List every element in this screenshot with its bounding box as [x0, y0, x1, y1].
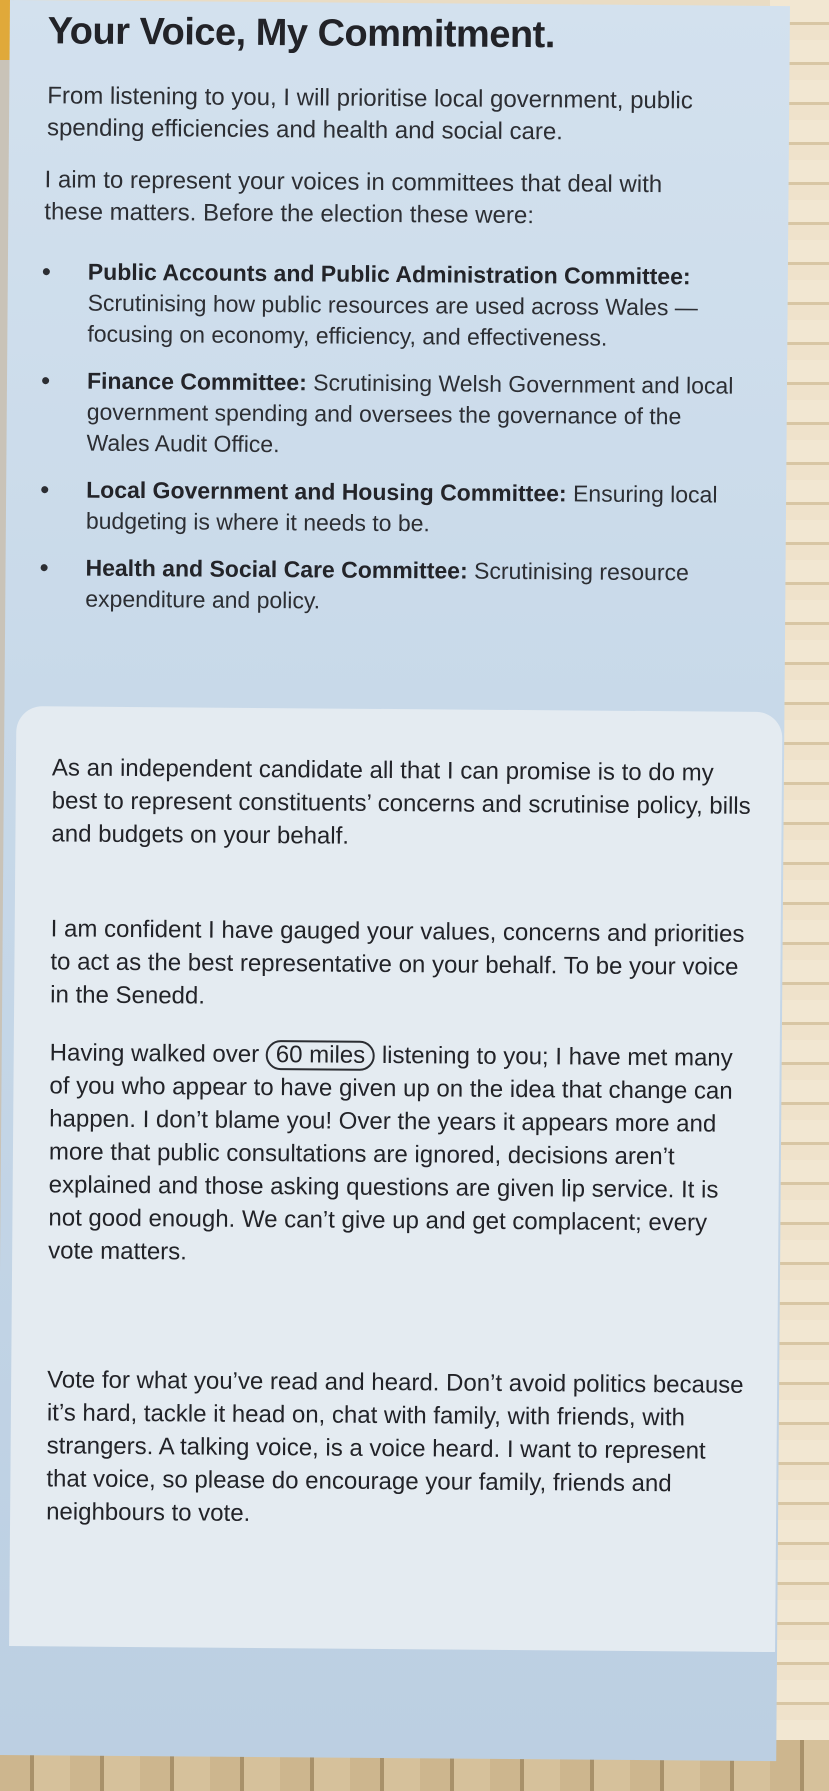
committee-name: Finance Committee:	[86, 367, 307, 396]
committee-name: Health and Social Care Committee:	[85, 554, 468, 584]
statement-paragraph-3-rest: listening to you; I have met many of you who appear to have given up on the idea that change can happen. I don’t blame you! Over the years it appears more and more that public consultations are ignored, decisions aren’t explained and those asking questions are given lip service. It is not good enough. We can’t give up and get complacent; every vote matters.	[48, 1041, 733, 1266]
committee-item-public-accounts	[35, 256, 736, 354]
committee-description: Scrutinising how public resources are used across Wales —focusing on economy, efficiency, and effectiveness.	[87, 289, 698, 351]
statement-paragraph-2: I am confident I have gauged your values, concerns and priorities to act as the best representative on your behalf. To be your voice in the Senedd.	[50, 915, 745, 1010]
committee-description: Ensuring local budgeting is where it needs to be.	[85, 480, 718, 537]
page-title: Your Voice, My Commitment.	[47, 10, 556, 57]
committee-description: Scrutinising Welsh Government and local government spending and oversees the governance of the Wales Audit Office.	[86, 369, 734, 458]
committees-intro-paragraph: I aim to represent your voices in committees that deal with these matters. Before the election these were:	[44, 166, 663, 230]
committee-item-finance	[34, 365, 735, 463]
statement-paragraph-4: Vote for what you’ve read and heard. Don’t avoid politics because it’s hard, tackle it head on, chat with family, with friends, with strangers. A talking voice, is a voice heard. I want to represent that voice, so please do encourage your family, friends and neighbours to vote.	[46, 1366, 744, 1527]
bullet-icon: •	[39, 552, 49, 583]
bullet-icon: •	[40, 365, 51, 396]
bullet-icon: •	[41, 256, 52, 287]
bullet-icon: •	[40, 474, 50, 505]
committee-item-health	[33, 552, 733, 619]
committee-name: Public Accounts and Public Administration Committee:	[87, 258, 691, 290]
circled-distance-highlight: 60 miles	[266, 1040, 376, 1071]
committee-name: Local Government and Housing Committee:	[86, 476, 567, 507]
statement-paragraph-1: As an independent candidate all that I can promise is to do my best to represent constituents’ concerns and scrutinise policy, bills and budgets on your behalf.	[51, 754, 751, 850]
statement-paragraph-3-start: Having walked over	[49, 1039, 260, 1068]
statement-panel	[9, 706, 782, 1652]
intro-paragraph: From listening to you, I will prioritise local government, public spending efficiencies and health and social care.	[46, 82, 693, 146]
committee-list	[33, 256, 736, 635]
statement-paragraph-3	[48, 1036, 750, 1272]
committee-item-local-government	[34, 474, 734, 541]
committee-description: Scrutinising resource expenditure and policy.	[85, 557, 689, 614]
